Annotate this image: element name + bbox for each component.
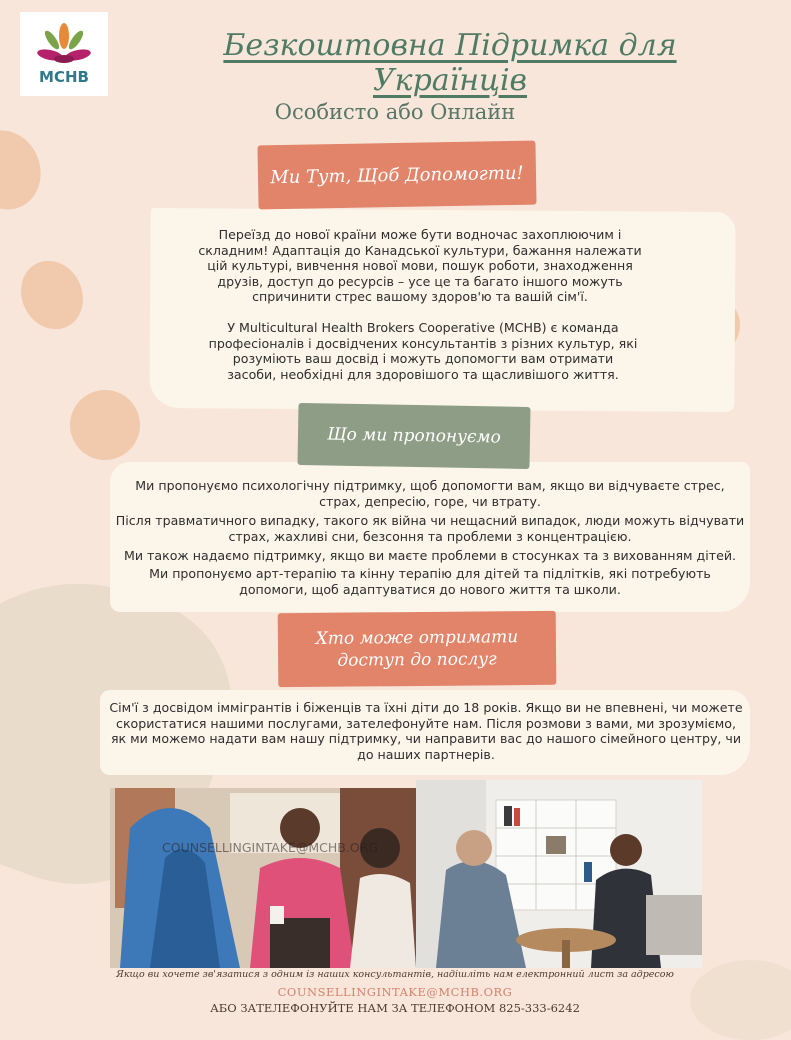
group-session-illustration: [110, 788, 416, 968]
mchb-logo: [20, 12, 108, 96]
page-subtitle: Особисто або Онлайн: [274, 100, 516, 124]
counselling-illustration: [416, 780, 702, 968]
help-section-tag: Ми Тут, Щоб Допомогти!: [257, 141, 536, 210]
decor-blob-2: [10, 251, 94, 340]
footer-phone: АБО ЗАТЕЛЕФОНУЙТЕ НАМ ЗА ТЕЛЕФОНОМ 825-333-6242: [210, 1001, 580, 1015]
access-section-tag: Хто може отримати доступ до послуг: [278, 611, 557, 687]
decor-blob-3: [60, 380, 150, 470]
help-paragraph-2: У Multicultural Health Brokers Cooperative (MCHB) є команда професіоналів і досвідчених консультантів з різних культур, які розуміють ваш досвід і можуть допомогти вам отримати засоби, необхідні для здоровішого та щасливішого життя.: [208, 320, 638, 382]
offer-line-1: Ми пропонуємо психологічну підтримку, щоб допомогти вам, якщо ви відчуваєте стрес, страх, депресію, горе, чи втрату.: [135, 478, 725, 509]
offer-line-4: Ми пропонуємо арт-терапію та кінну терапію для дітей та підлітків, які потребують допомоги, щоб адаптуватися до нового життя та школи.: [149, 566, 711, 597]
decor-blob-1: [0, 120, 52, 219]
page-title: Безкоштовна Підримка для Українців: [223, 28, 677, 98]
access-paragraph: Сім'ї з досвідом іммігрантів і біженців та їхні діти до 18 років. Якщо ви не впевнені, чи можете скористатися нашими послугами, зателефонуйте нам. Після розмови з вами, ми зрозуміємо, як ми можемо надати вам нашу підтримку, чи направити вас до нашого сімейного центру, чи до наших партнерів.: [109, 700, 743, 762]
offer-section-tag: Що ми пропонуємо: [297, 403, 530, 469]
footer-email-link[interactable]: COUNSELLINGINTAKE@MCHB.ORG: [277, 985, 513, 999]
photo-watermark: COUNSELLINGINTAKE@MCHB.ORG: [162, 840, 379, 855]
footer-contact-note: Якщо ви хочете зв'язатися з одним із наших консультантів, надішліть нам електронний лист за адресою: [116, 969, 674, 980]
lotus-icon: [34, 22, 94, 66]
logo-text: MCHB: [39, 68, 89, 86]
help-paragraph-1: Переїзд до нової країни може бути водночас захоплюючим і складним! Адаптація до Канадської культури, бажання належати цій культурі, вивчення нової мови, пошук роботи, знаходження друзів, доступ до ресурсів – усе це та багато іншого можуть спричинити стрес вашому здоров'ю та вашій сім'ї.: [198, 227, 642, 304]
offer-line-2: Після травматичного випадку, такого як війна чи нещасний випадок, люди можуть відчувати страх, жахливі сни, безсоння та проблеми з концентрацією.: [115, 513, 745, 544]
photo-group-session: [110, 788, 416, 968]
offer-line-3: Ми також надаємо підтримку, якщо ви маєте проблеми в стосунках та з вихованням дітей.: [123, 548, 737, 563]
photo-counselling-session: [416, 780, 702, 968]
